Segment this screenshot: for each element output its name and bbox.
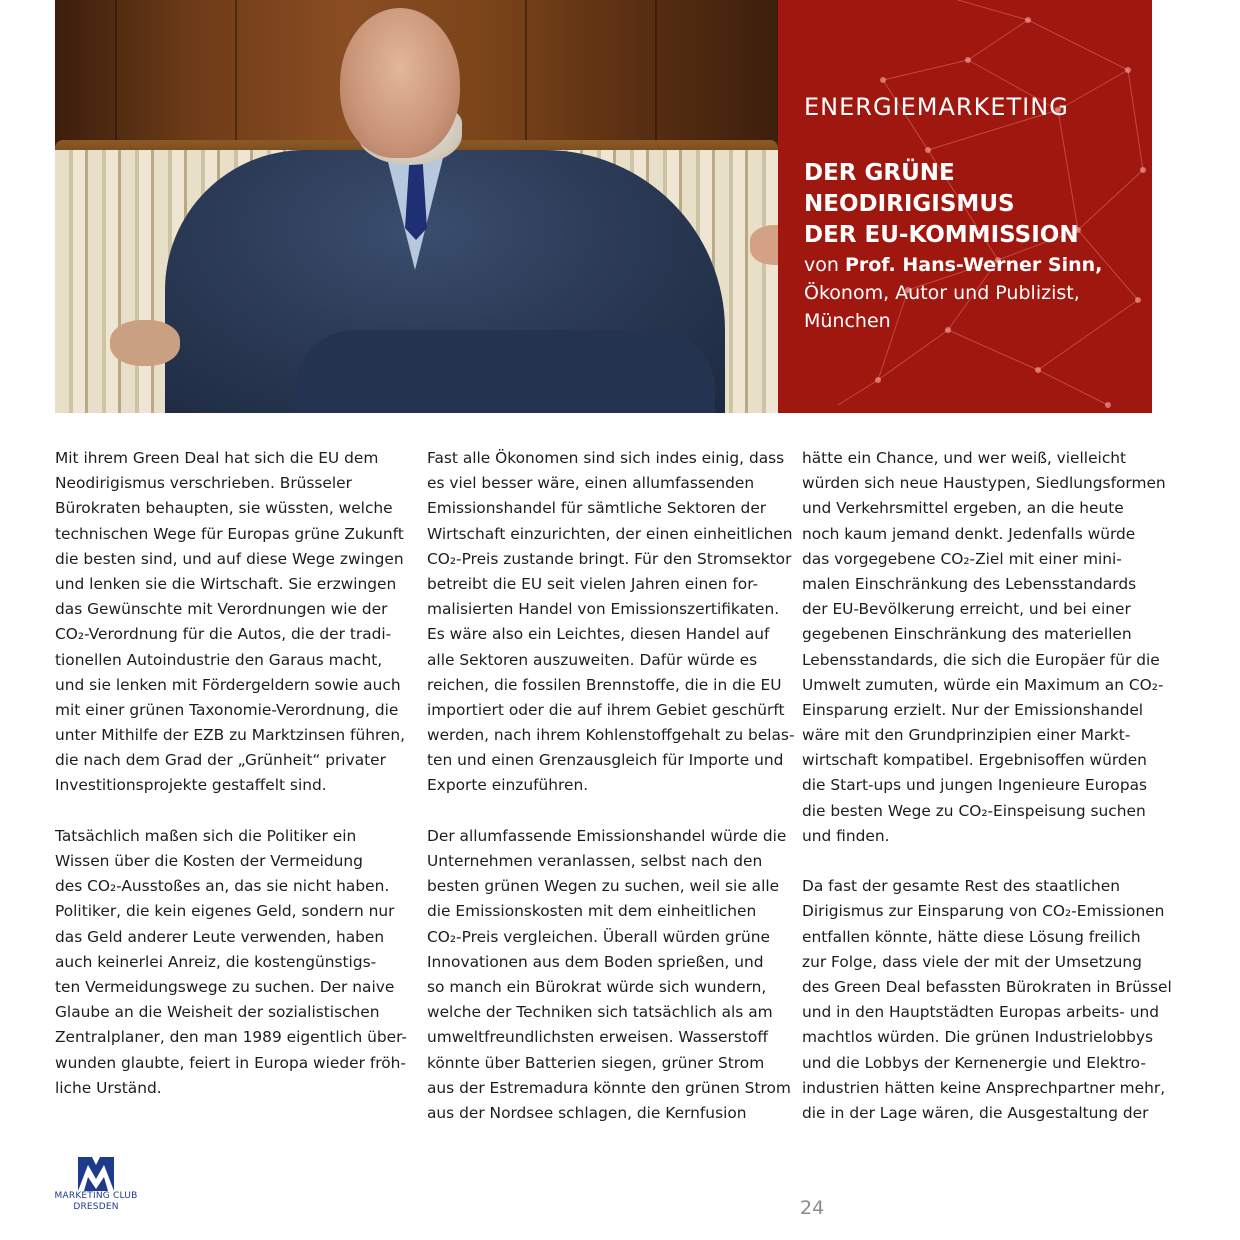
text-line: Politiker, die kein eigenes Geld, sondern nur	[55, 902, 395, 921]
text-line: importiert oder die auf ihrem Gebiet geschürft	[427, 700, 785, 719]
text-line: wäre mit den Grundprinzipien einer Markt-	[802, 726, 1131, 745]
text-line: entfallen könnte, hätte diese Lösung freilich	[802, 927, 1141, 946]
author-byline	[804, 251, 1144, 335]
title-line-2: DER EU-KOMMISSION	[804, 222, 1079, 248]
text-line: und in den Hauptstädten Europas arbeits- und	[802, 1003, 1159, 1022]
logo-text-line-2: DRESDEN	[73, 1202, 119, 1212]
text-line: alle Sektoren auszuweiten. Dafür würde es	[427, 650, 758, 669]
text-line: Bürokraten behaupten, sie wüssten, welche	[55, 499, 393, 518]
text-line: das Geld anderer Leute verwenden, haben	[55, 927, 385, 946]
text-line: Tatsächlich maßen sich die Politiker ein	[55, 826, 357, 845]
text-line: Dirigismus zur Einsparung von CO₂-Emissionen	[802, 902, 1165, 921]
text-line: könnte über Batterien siegen, grüner Strom	[427, 1053, 765, 1072]
text-line: malisierten Handel von Emissionszertifikaten.	[427, 600, 780, 619]
text-line: würden sich neue Haustypen, Siedlungsformen	[802, 474, 1166, 493]
text-line: tionellen Autoindustrie den Garaus macht,	[55, 650, 383, 669]
paragraph	[802, 874, 1172, 1126]
text-line: aus der Nordsee schlagen, die Kernfusion	[427, 1103, 747, 1122]
text-line: Lebensstandards, die sich die Europäer für die	[802, 650, 1160, 669]
text-line: Innovationen aus dem Boden sprießen, und	[427, 952, 764, 971]
text-line: ten und einen Grenzausgleich für Importe und	[427, 751, 784, 770]
text-line: CO₂-Preis zustande bringt. Für den Stromsektor	[427, 549, 792, 568]
text-line: werden, nach ihrem Kohlenstoffgehalt zu belas-	[427, 726, 795, 745]
text-line: technischen Wege für Europas grüne Zukunft	[55, 524, 404, 543]
text-line: wirtschaft kompatibel. Ergebnisoffen würden	[802, 751, 1147, 770]
text-line: hätte ein Chance, und wer weiß, vielleicht	[802, 449, 1127, 467]
text-line: mit einer grünen Taxonomie-Verordnung, die	[55, 700, 399, 719]
left-hand	[110, 320, 180, 366]
text-line: umweltfreundlichsten erweisen. Wasserstoff	[427, 1028, 768, 1047]
text-line: aus der Estremadura könnte den grünen Strom	[427, 1078, 791, 1097]
text-line: das Gewünschte mit Verordnungen wie der	[55, 600, 388, 619]
text-line: betreibt die EU seit vielen Jahren einen for-	[427, 574, 759, 593]
author-name: Prof. Hans-Werner Sinn,	[844, 254, 1103, 276]
text-line: zur Folge, dass viele der mit der Umsetzung	[802, 952, 1142, 971]
text-line: wunden glaubte, feiert in Europa wieder fröh-	[55, 1053, 406, 1072]
text-line: ten Vermeidungswege zu suchen. Der naive	[55, 977, 395, 996]
text-line: die besten sind, und auf diese Wege zwingen	[55, 549, 404, 568]
text-line: Zentralplaner, den man 1989 eigentlich über-	[55, 1028, 407, 1047]
text-line: Der allumfassende Emissionshandel würde die	[427, 826, 787, 845]
text-line: Investitionsprojekte gestaffelt sind.	[55, 776, 327, 795]
text-line: Neodirigismus verschrieben. Brüsseler	[55, 474, 352, 493]
portrait-head	[340, 8, 460, 158]
text-line: und die Lobbys der Kernenergie und Elektro-	[802, 1053, 1146, 1072]
text-line: besten grünen Wegen zu suchen, weil sie alle	[427, 877, 780, 896]
text-line: die Emissionskosten mit dem einheitlichen	[427, 902, 757, 921]
paragraph	[427, 446, 795, 799]
header-panel	[778, 0, 1152, 413]
section-kicker: ENERGIEMARKETING	[804, 93, 1069, 121]
text-line: auch keinerlei Anreiz, die kostengünstigs-	[55, 952, 377, 971]
text-column-2	[427, 446, 795, 1126]
club-logo-icon	[78, 1157, 114, 1191]
text-line: CO₂-Verordnung für die Autos, die der tradi-	[55, 625, 392, 644]
text-line: industrien hätten keine Ansprechpartner mehr,	[802, 1078, 1166, 1097]
text-line: die in der Lage wären, die Ausgestaltung der	[802, 1103, 1149, 1122]
author-role: Ökonom, Autor und Publizist,	[804, 282, 1080, 304]
author-portrait-photo	[55, 0, 778, 413]
text-line: die besten Wege zu CO₂-Einspeisung suchen	[802, 801, 1146, 820]
text-line: noch kaum jemand denkt. Jedenfalls würde	[802, 524, 1136, 543]
text-line: unter Mithilfe der EZB zu Marktzinsen führen,	[55, 726, 406, 745]
text-line: Einsparung erzielt. Nur der Emissionshandel	[802, 700, 1144, 719]
text-line: Umwelt zumuten, würde ein Maximum an CO₂-	[802, 675, 1164, 694]
text-line: das vorgegebene CO₂-Ziel mit einer mini-	[802, 549, 1122, 568]
paragraph	[55, 824, 407, 1101]
text-line: Es wäre also ein Leichtes, diesen Handel auf	[427, 625, 770, 644]
crossed-leg	[295, 330, 715, 413]
text-line: des CO₂-Ausstoßes an, das sie nicht haben.	[55, 877, 390, 896]
page-number: 24	[800, 1197, 825, 1219]
text-line: welche der Techniken sich tatsächlich als am	[427, 1003, 773, 1022]
text-line: Emissionshandel für sämtliche Sektoren der	[427, 499, 767, 518]
text-line: gegebenen Einschränkung des materiellen	[802, 625, 1132, 644]
text-column-3	[802, 446, 1172, 1126]
text-line: reichen, die fossilen Brennstoffe, die in die EU	[427, 675, 782, 694]
text-line: CO₂-Preis vergleichen. Überall würden grüne	[427, 927, 770, 946]
text-line: liche Urständ.	[55, 1078, 162, 1097]
logo-text-line-1: MARKETING CLUB	[54, 1191, 138, 1201]
text-line: es viel besser wäre, einen allumfassenden	[427, 474, 755, 493]
article-title	[804, 158, 1144, 251]
marketing-club-logo	[52, 1157, 140, 1213]
text-column-1	[55, 446, 407, 1101]
text-line: und finden.	[802, 826, 890, 845]
text-line: die nach dem Grad der „Grünheit“ privater	[55, 751, 386, 770]
text-line: Unternehmen veranlassen, selbst nach den	[427, 852, 763, 870]
text-line: Da fast der gesamte Rest des staatlichen	[802, 877, 1121, 896]
text-line: Exporte einzuführen.	[427, 776, 589, 795]
byline-prefix: von	[804, 254, 845, 276]
title-line-1: DER GRÜNE NEODIRIGISMUS	[804, 160, 1015, 217]
text-line: Wirtschaft einzurichten, der einen einheitlichen	[427, 524, 793, 543]
text-line: Mit ihrem Green Deal hat sich die EU dem	[55, 449, 379, 467]
text-line: die Start-ups und jungen Ingenieure Europas	[802, 776, 1148, 795]
paragraph	[427, 824, 791, 1126]
text-line: und lenken sie die Wirtschaft. Sie erzwingen	[55, 574, 397, 593]
text-line: Glaube an die Weisheit der sozialistischen	[55, 1003, 380, 1022]
paragraph	[802, 446, 1166, 849]
author-city: München	[804, 310, 891, 332]
text-line: so manch ein Bürokrat würde sich wundern,	[427, 977, 767, 996]
text-line: malen Einschränkung des Lebensstandards	[802, 574, 1137, 593]
text-line: und Verkehrsmittel ergeben, an die heute	[802, 499, 1124, 518]
paragraph	[55, 446, 406, 799]
text-line: Fast alle Ökonomen sind sich indes einig, dass	[427, 449, 785, 467]
text-line: machtlos würden. Die grünen Industrielobbys	[802, 1028, 1153, 1047]
text-line: des Green Deal befassten Bürokraten in Brüssel	[802, 977, 1172, 996]
text-line: der EU-Bevölkerung erreicht, und bei einer	[802, 600, 1131, 619]
text-line: und sie lenken mit Fördergeldern sowie auch	[55, 675, 401, 694]
text-line: Wissen über die Kosten der Vermeidung	[55, 852, 363, 870]
